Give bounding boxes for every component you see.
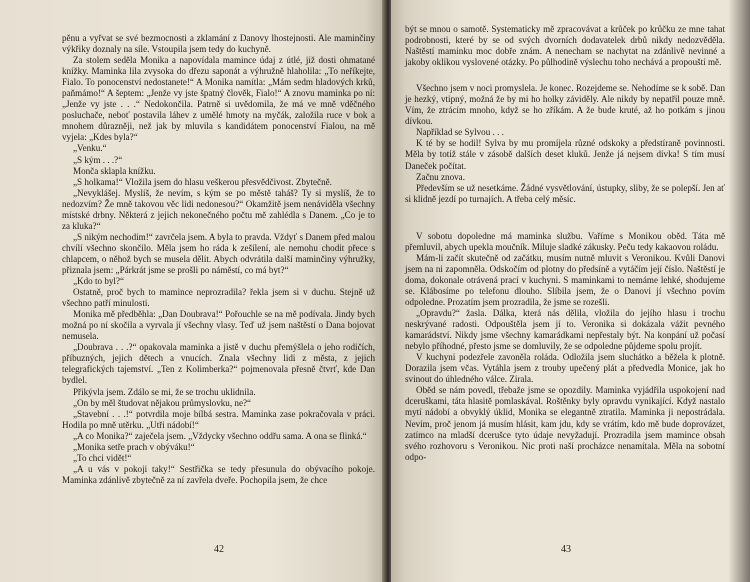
section-break bbox=[405, 205, 725, 231]
page-number: 43 bbox=[561, 543, 571, 555]
paragraph: Například se Sylvou . . . bbox=[416, 127, 504, 138]
paragraph: „On by měl študovat nějakou průmyslovku, ne?“ bbox=[73, 397, 252, 408]
paragraph: být se mnou o samotě. Systematicky mě zpracovávat a krůček po krůčku ze mne tahat podrobnosti, které by se od svých dvorních dodavatelek drbů nikdy nedozvěděla. Naštěstí maminku moc dobře znám. A nenecham se nachytat na zdánlivě nevinné a jakoby oklikou vyslovené otázky. Po půlhodině výslechu toho nechává a propouští mě. bbox=[405, 24, 725, 68]
section-break bbox=[405, 68, 725, 83]
paragraph: Monča sklapla knížku. bbox=[73, 165, 156, 176]
paragraph: Monika mě předběhla: „Dan Doubrava!“ Pořouchle se na mě podívala. Jindy bych možná po ní skočila a vyrvala jí všechny vlasy. Teď už jsem naštěstí o Dana bojovat nemusela. bbox=[62, 309, 375, 342]
paragraph: V sobotu dopoledne má maminka službu. Vaříme s Monikou oběd. Táta mě přemluvil, abych upekla moučník. Miluje sladké zákusky. Peču tedy kakaovou roládu. bbox=[405, 230, 725, 252]
paragraph: „S kým . . .?“ bbox=[73, 154, 123, 165]
paragraph: „Kdo to byl?“ bbox=[73, 276, 125, 287]
paragraph: „Monika setře prach v obýváku!“ bbox=[73, 441, 195, 452]
paragraph: V kuchyni podezřele zavoněla roláda. Odložila jsem sluchátko a běžela k plotně. Dorazila jsem včas. Vytáhla jsem z trouby upečený plát a předvedla Monice, jak ho svinout do úhledného válce. Zírala. bbox=[405, 352, 725, 385]
paragraph: „Doubrava . . .?“ opakovala maminka a jistě v duchu přemýšlela o jeho rodičích, příbuzných, jejich dětech a vnucích. Znala všechny lidi z města, z jejich telegrafických tajemství. „Ten z Kolimberka?“ pojmenovala přesně čtvrť, kde Dan bydlel. bbox=[62, 342, 375, 386]
page-edge-shadow bbox=[728, 0, 750, 582]
right-page bbox=[391, 0, 750, 582]
paragraph: „To chci vidět!“ bbox=[73, 452, 132, 463]
paragraph: „Opravdu?“ žasla. Dálka, která nás dělila, vložila do jejího hlasu i trochu neskrývané radosti. Odpouštěla jsem jí to. Veronika si dokázala vážit pevného kamarádství. Nikdy jsme všechny kamarádkami nepřestaly být. Na konpání už počasí nebylo příhodné, přesto jsme se domluvily, že se odpoledne půjdeme spolu projít. bbox=[405, 308, 725, 352]
paragraph: Přikývla jsem. Zdálo se mi, že se trochu uklidnila. bbox=[73, 386, 256, 397]
paragraph: Mám-li začít skutečně od začátku, musím nutně mluvit s Veronikou. Kvůli Danovi jsem na ni zapomněla. Odskočím od plotny do předsíně a vytáčím její číslo. Naštěstí je doma, dokonale otrávená prací v kuchyni. S maminkami to nemáme lehké, shodujeme se. Klábosíme po telefonu dlouho. Slíbila jsem, že o Danovi jí všechno povím odpoledne. Prozatím jsem prozradila, že jsme se rozešli. bbox=[405, 252, 725, 307]
paragraph: „Nevyklášej. Myslíš, že nevím, s kým se po městě taháš? Ty si myslíš, že to nedozvím? Že mně takovou věc lidi nedonesou?“ Okamžitě jsem nenáviděla všechny místské drbny. Některá z jejich nekonečného počtu mě zahlédla s Danem. „Co je to za kluka?“ bbox=[62, 187, 375, 231]
paragraph: Oběd se nám povedl, třebaže jsme se opozdily. Maminka vyjádřila uspokojení nad dceruškami, táta hlasitě pomlaskával. Roštěnky byly opravdu vynikající. Když nastalo mytí nádobí a obvyklý úklid, Monika se elegantně ztratila. Maminka ji nepostrádala. Nevím, proč jenom já musím hlásit, kam jdu, kdy se vrátím, kdo mě bude doprovázet, zatímco na mladší dcerušce tyto údaje nevyžadují. Prozradila jsem mamince obsah svého rozhovoru s Veronikou. Nic proti naší procházce nenamítala. Měla na sobotní odpo- bbox=[405, 385, 725, 462]
paragraph: „A co Monika?“ zaječela jsem. „Vždycky všechno oddřu sama. A ona se flinká.“ bbox=[73, 430, 367, 441]
paragraph: Začnu znova. bbox=[416, 171, 465, 182]
paragraph: „Venku.“ bbox=[73, 143, 107, 154]
paragraph: „S nikým nechodím!“ zavrčela jsem. A byla to pravda. Vždyť s Danem před malou chvílí všechno skončilo. Měla jsem ho ráda k zešílení, ale nemohu chodit přece s chlapcem, o něhož bych se musela dělit. Abych odvrátila další maminčiny výhružky, přiznala jsem: „Párkrát jsme se prošli po náměstí, co má byt?“ bbox=[62, 231, 375, 275]
paragraph: Za stolem seděla Monika a napovídala mamince údaj z útlé, již dosti ohmatané knížky. Maminka lila zvysoka do dřezu saponát a výhružně hlaholila: „To neříkejte, Fialo. To ponocenství nedostanete!“ A Monika namítla: „Mám sedm hladových krků, paňmámo!“ A šeptem: „Jenže vy jste špatný člověk, Fialo!“ A znovu maminka po ní: „Jenže vy jste . . .“ Nedokončila. Patrně si uvědomila, že má ve mně vděčného posluchače, neboť postavila láhev z umělé hmoty na myčák, založila ruce v bok a mnohem důrazněji, než jak by mluvila s kandidátem ponocenství Fialou, na mě vyjela: „Kdes byla?“ bbox=[62, 55, 375, 143]
paragraph: pěnu a vyřvat se své bezmocnosti a zklamání z Danovy lhostejnosti. Ale maminčiny výkřiky doznaly na síle. Vstoupila jsem tedy do kuchyně. bbox=[62, 33, 375, 55]
paragraph: „A u vás v pokoji taky!“ Sestřička se tedy přesunula do obývacího pokoje. Maminka zdánlivě zbytečně za ní zavřela dveře. Pochopila jsem, že chce bbox=[62, 463, 375, 485]
page-number: 42 bbox=[214, 543, 224, 555]
paragraph: „S holkama!“ Vložila jsem do hlasu veškerou přesvědčivost. Zbytečně. bbox=[73, 176, 332, 187]
paragraph: Především se už nesetkáme. Žádné vysvětlování, ústupky, sliby, že se polepší. Jen ať si klidně jezdí po turnajích. A třeba celý měsíc. bbox=[405, 182, 725, 204]
paragraph: Ostatně, proč bych to mamince neprozradila? řekla jsem si v duchu. Stejně už všechno patří minulosti. bbox=[62, 287, 375, 309]
paragraph: K té by se hodil! Sylva by mu promíjela různé odskoky a předstíraně povinnosti. Měla by totiž stále v zásobě dalších deset kluků. Jenže já nejsem dívka! S tím musí Daneček počítat. bbox=[405, 138, 725, 171]
paragraph: Všechno jsem v noci promyslela. Je konec. Rozejdeme se. Nehodíme se k sobě. Dan je hezký, vtipný, možná že by mi ho holky záviděly. Ale nikdy by nepatřil pouze mně. Vím, že ztrácím mnoho, když se ho zříkám. A že bude kruté, až ho potkám s jinou dívkou. bbox=[405, 83, 725, 127]
paragraph: „Stavební . . .!“ potvrdila moje bílbá sestra. Maminka zase pokračovala v práci. Hodila po mně utěrku. „Utři nádobí!“ bbox=[62, 408, 375, 430]
